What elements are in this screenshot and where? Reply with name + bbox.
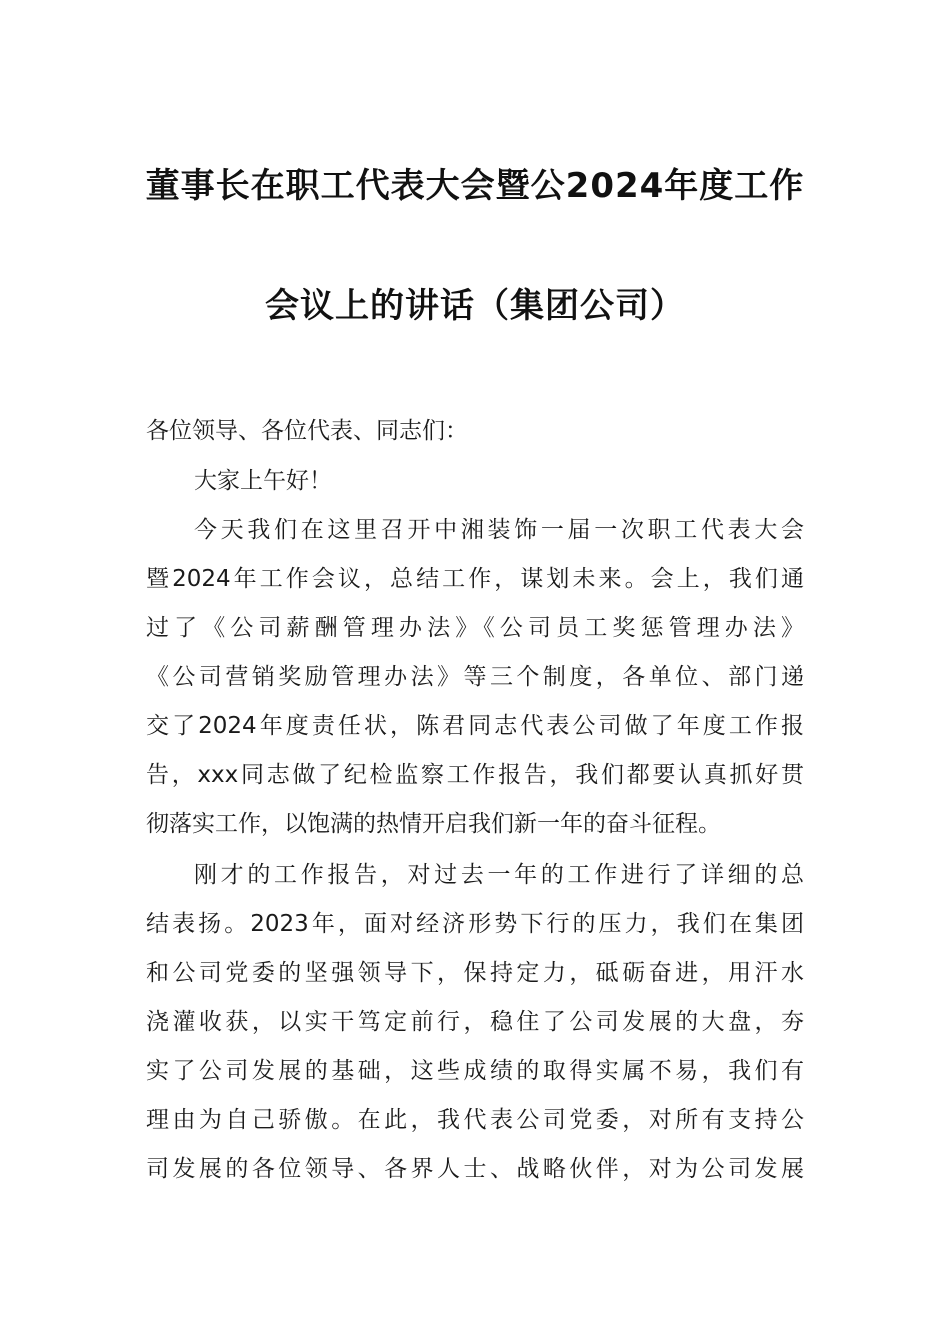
- paragraph-line: 彻落实工作，以饱满的热情开启我们新一年的奋斗征程。: [146, 811, 721, 837]
- paragraph-line: 交了2024年度责任状，陈君同志代表公司做了年度工作报: [146, 713, 804, 739]
- paragraph-line: 浇灌收获，以实干笃定前行，稳住了公司发展的大盘，夯: [146, 1009, 804, 1035]
- document-title-line-2: 会议上的讲话（集团公司）: [265, 286, 685, 326]
- paragraph-line: 过了《公司薪酬管理办法》《公司员工奖惩管理办法》: [146, 615, 804, 641]
- salutation: 各位领导、各位代表、同志们：: [146, 418, 468, 444]
- paragraph-line: 告，xxx同志做了纪检监察工作报告，我们都要认真抓好贯: [146, 762, 804, 788]
- paragraph-line: 和公司党委的坚强领导下，保持定力，砥砺奋进，用汗水: [146, 960, 804, 986]
- paragraph-line: 《公司营销奖励管理办法》等三个制度，各单位、部门递: [146, 664, 804, 690]
- paragraph-line: 理由为自己骄傲。在此，我代表公司党委，对所有支持公: [146, 1107, 804, 1133]
- paragraph-line: 今天我们在这里召开中湘装饰一届一次职工代表大会: [194, 517, 804, 543]
- paragraph-line: 暨2024年工作会议，总结工作，谋划未来。会上，我们通: [146, 566, 804, 592]
- paragraph-line: 实了公司发展的基础，这些成绩的取得实属不易，我们有: [146, 1058, 804, 1084]
- paragraph-line: 结表扬。2023年，面对经济形势下行的压力，我们在集团: [146, 911, 804, 937]
- paragraph-line: 刚才的工作报告，对过去一年的工作进行了详细的总: [194, 862, 804, 888]
- greeting: 大家上午好！: [194, 468, 332, 494]
- paragraph-line: 司发展的各位领导、各界人士、战略伙伴，对为公司发展: [146, 1156, 804, 1182]
- document-title-line-1: 董事长在职工代表大会暨公2024年度工作: [145, 166, 805, 206]
